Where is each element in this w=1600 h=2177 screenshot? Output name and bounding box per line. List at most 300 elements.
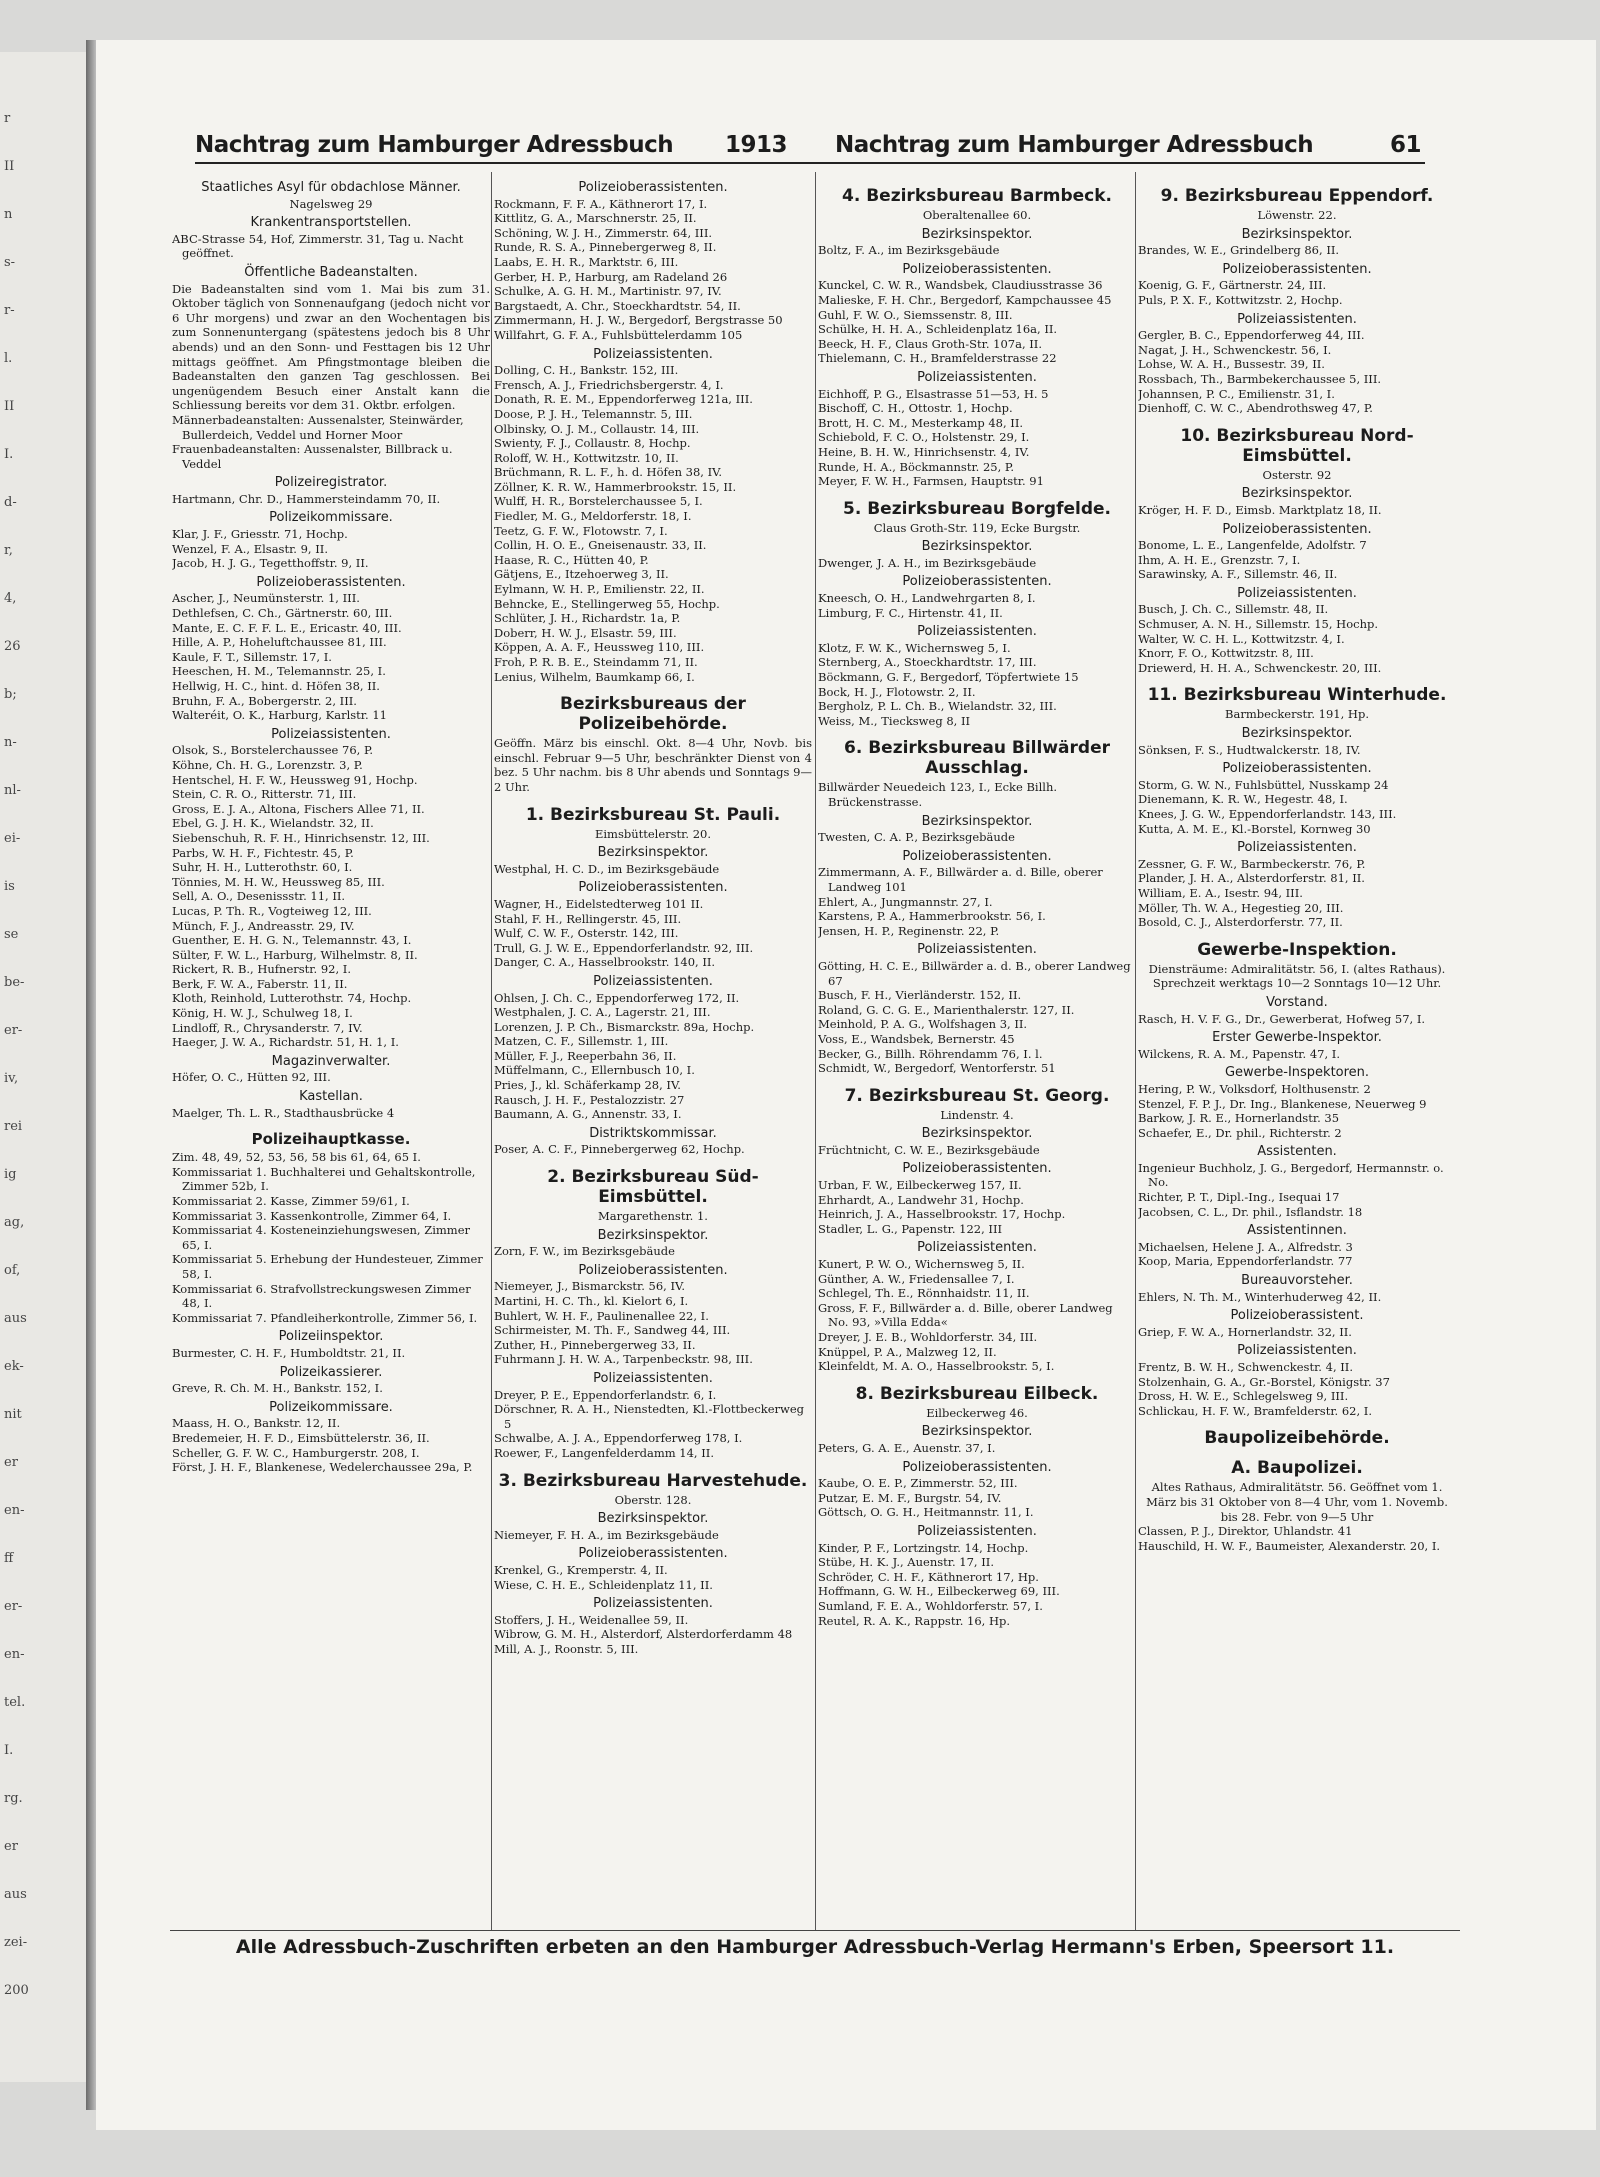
directory-entry: Walter, W. C. H. L., Kottwitzstr. 4, I.: [1138, 631, 1345, 646]
section-heading: Bezirksinspektor.: [597, 1227, 709, 1243]
directory-entry: Wulff, H. R., Borstelerchaussee 5, I.: [494, 494, 703, 509]
directory-entry: Laabs, E. H. R., Marktstr. 6, III.: [494, 254, 679, 269]
directory-entry: Heine, B. H. W., Hinrichsenstr. 4, IV.: [818, 444, 1030, 459]
book-gutter: [86, 40, 96, 2110]
directory-entry: Knorr, F. O., Kottwitzstr. 8, III.: [1138, 646, 1314, 661]
directory-entry: Rausch, J. H. F., Pestalozzistr. 27: [494, 1092, 685, 1107]
directory-entry: Frentz, B. W. H., Schwenckestr. 4, II.: [1138, 1360, 1353, 1374]
directory-entry: Guhl, F. W. O., Siemssenstr. 8, III.: [818, 307, 1013, 322]
column-rule: [815, 172, 816, 1930]
directory-entry: Schaefer, E., Dr. phil., Richterstr. 2: [1138, 1125, 1342, 1140]
directory-entry: Bargstaedt, A. Chr., Stoeckhardtstr. 54, II.: [494, 298, 741, 313]
directory-entry: Limburg, F. C., Hirtenstr. 41, II.: [818, 605, 1003, 620]
section-heading: Polizeioberassistenten.: [578, 880, 728, 896]
directory-entry: Stoffers, J. H., Weidenallee 59, II.: [494, 1612, 689, 1627]
section-heading: Polizeiassistenten.: [593, 1596, 713, 1612]
directory-entry: Hoffmann, G. W. H., Eilbeckerweg 69, III.: [818, 1584, 1060, 1599]
directory-entry: Günther, A. W., Friedensallee 7, I.: [818, 1271, 1015, 1286]
directory-entry: Voss, E., Wandsbek, Bernerstr. 45: [818, 1031, 1015, 1046]
directory-entry: Zorn, F. W., im Bezirksgebäude: [494, 1244, 675, 1259]
bureau-title: A. Baupolizei.: [1231, 1458, 1363, 1479]
previous-page-fragment: s-: [4, 255, 16, 270]
previous-page-fragment: en-: [4, 1647, 25, 1662]
directory-entry: Kommissariat 3. Kassenkontrolle, Zimmer 64, I.: [172, 1208, 452, 1223]
directory-entry: Brott, H. C. M., Mesterkamp 48, II.: [818, 415, 1024, 430]
directory-entry: Hauschild, H. W. F., Baumeister, Alexanderstr. 20, I.: [1138, 1538, 1441, 1553]
directory-entry: Ehlert, A., Jungmannstr. 27, I.: [818, 894, 993, 909]
directory-entry: Ebel, G. J. H. K., Wielandstr. 32, II.: [172, 816, 374, 831]
directory-entry: Bischoff, C. H., Ottostr. 1, Hochp.: [818, 401, 1013, 416]
address-line: Altes Rathaus, Admiralitätstr. 56. Geöffnet vom 1. März bis 31 Oktober von 8—4 Uhr, vom 1. Novemb. bis 28. Febr. von 9—5 Uhr: [1146, 1480, 1448, 1524]
section-heading: Polizeioberassistenten.: [578, 1546, 728, 1562]
directory-entry: Roland, G. C. G. E., Marienthalerstr. 127, II.: [818, 1002, 1075, 1017]
section-heading: Erster Gewerbe-Inspektor.: [1212, 1030, 1382, 1046]
directory-entry: Kunckel, C. W. R., Wandsbek, Claudiusstrasse 36: [818, 278, 1103, 293]
directory-entry: Burmester, C. H. F., Humboldtstr. 21, II.: [172, 1345, 406, 1360]
directory-entry: Rasch, H. V. F. G., Dr., Gewerberat, Hofweg 57, I.: [1138, 1011, 1426, 1026]
directory-entry: Stahl, F. H., Rellingerstr. 45, III.: [494, 911, 682, 926]
directory-entry: Ingenieur Buchholz, J. G., Bergedorf, Hermannstr. o. No.: [1138, 1160, 1444, 1190]
section-heading: Polizeiassistenten.: [917, 1523, 1037, 1539]
directory-entry: Dethlefsen, C. Ch., Gärtnerstr. 60, III.: [172, 606, 393, 621]
directory-entry: Kaule, F. T., Sillemstr. 17, I.: [172, 649, 332, 664]
previous-page-fragment: ff: [4, 1551, 14, 1566]
directory-entry: Michaelsen, Helene J. A., Alfredstr. 3: [1138, 1239, 1353, 1254]
directory-entry: Möller, Th. W. A., Hegestieg 20, III.: [1138, 900, 1344, 915]
section-heading: Bezirksinspektor.: [597, 845, 709, 861]
bureau-title: 10. Bezirksbureau Nord-Eimsbüttel.: [1180, 425, 1414, 466]
directory-entry: Wulf, C. W. F., Osterstr. 142, III.: [494, 926, 679, 941]
directory-entry: Frauenbadeanstalten: Aussenalster, Billbrack u. Veddel: [172, 442, 453, 471]
bureau-title: 9. Bezirksbureau Eppendorf.: [1160, 186, 1434, 206]
previous-page-fragment: er: [4, 1455, 18, 1470]
directory-entry: Rockmann, F. F. A., Käthnerort 17, I.: [494, 196, 708, 211]
previous-page-fragment: I.: [4, 447, 14, 462]
section-heading: Bezirksinspektor.: [921, 1126, 1033, 1142]
address-line: Löwenstr. 22.: [1257, 208, 1337, 222]
text-column-2: [494, 176, 812, 1926]
section-heading: Polizeioberassistenten.: [578, 180, 728, 195]
directory-entry: Urban, F. W., Eilbeckerweg 157, II.: [818, 1178, 1022, 1193]
section-heading: Polizeiassistenten.: [1237, 311, 1357, 327]
directory-entry: Köhne, Ch. H. G., Lorenzstr. 3, P.: [172, 757, 363, 772]
directory-entry: Sarawinsky, A. F., Sillemstr. 46, II.: [1138, 567, 1338, 582]
directory-entry: Gätjens, E., Itzehoerweg 3, II.: [494, 567, 669, 582]
directory-entry: Müller, F. J., Reeperbahn 36, II.: [494, 1048, 677, 1063]
directory-entry: Bosold, C. J., Alsterdorferstr. 77, II.: [1138, 915, 1343, 930]
directory-entry: Peters, G. A. E., Auenstr. 37, I.: [818, 1440, 996, 1455]
directory-entry: Ihm, A. H. E., Grenzstr. 7, I.: [1138, 552, 1301, 567]
section-heading: Polizeikommissare.: [269, 1399, 393, 1415]
directory-entry: Fiedler, M. G., Meldorferstr. 18, I.: [494, 509, 692, 524]
directory-entry: Danger, C. A., Hasselbrookstr. 140, II.: [494, 955, 716, 970]
header-left-title: Nachtrag zum Hamburger Adressbuch: [195, 132, 674, 158]
bureau-title: 6. Bezirksbureau Billwärder Ausschlag.: [844, 738, 1110, 779]
directory-entry: Walteréit, O. K., Harburg, Karlstr. 11: [172, 708, 387, 723]
directory-entry: Schlickau, H. F. W., Bramfelderstr. 62, I.: [1138, 1403, 1373, 1418]
section-heading: Vorstand.: [1266, 994, 1328, 1010]
directory-entry: Rossbach, Th., Barmbekerchaussee 5, III.: [1138, 371, 1382, 386]
directory-entry: Martini, H. C. Th., kl. Kielort 6, I.: [494, 1294, 689, 1308]
directory-entry: Koenig, G. F., Gärtnerstr. 24, III.: [1138, 278, 1327, 293]
previous-page-fragment: l.: [4, 351, 13, 366]
directory-entry: Schröder, C. H. F., Käthnerort 17, Hp.: [818, 1569, 1039, 1584]
section-heading: Assistenten.: [1257, 1144, 1337, 1160]
directory-entry: Lohse, W. A. H., Bussestr. 39, II.: [1138, 357, 1325, 372]
directory-entry: Wibrow, G. M. H., Alsterdorf, Alsterdorferdamm 48: [494, 1627, 793, 1642]
directory-entry: Swienty, F. J., Collaustr. 8, Hochp.: [494, 436, 691, 451]
previous-page-fragment: rei: [4, 1119, 23, 1134]
directory-entry: Mill, A. J., Roonstr. 5, III.: [494, 1641, 639, 1656]
directory-entry: Krenkel, G., Kremperstr. 4, II.: [494, 1562, 668, 1577]
directory-entry: Zessner, G. F. W., Barmbeckerstr. 76, P.: [1138, 856, 1366, 871]
address-line: Barmbeckerstr. 191, Hp.: [1225, 707, 1369, 722]
directory-entry: Matzen, C. F., Sillemstr. 1, III.: [494, 1034, 669, 1049]
directory-entry: Storm, G. W. N., Fuhlsbüttel, Nusskamp 24: [1138, 777, 1389, 792]
section-heading: Polizeiassistenten.: [593, 973, 713, 989]
section-heading: Polizeioberassistenten.: [902, 261, 1052, 277]
section-heading: Polizeioberassistenten.: [1222, 521, 1372, 537]
directory-entry: Zimmermann, A. F., Billwärder a. d. Bille, oberer Landweg 101: [818, 865, 1103, 894]
directory-entry: Kommissariat 6. Strafvollstreckungswesen Zimmer 48, I.: [172, 1281, 471, 1311]
address-line: Margarethenstr. 1.: [598, 1209, 708, 1224]
notice-paragraph: Geöffn. März bis einschl. Okt. 8—4 Uhr, Novb. bis einschl. Februar 9—5 Uhr, beschränkter Dienst von 4 bez. 5 Uhr nachm. bis 8 Uhr abends und Sonntags 9—2 Uhr.: [494, 736, 812, 794]
section-heading: Bureauvorsteher.: [1241, 1273, 1353, 1289]
previous-page-fragment: ei-: [4, 831, 21, 846]
directory-entry: Bredemeier, H. F. D., Eimsbüttelerstr. 36, II.: [172, 1430, 430, 1445]
directory-entry: Niemeyer, F. H. A., im Bezirksgebäude: [494, 1527, 719, 1542]
section-heading: Polizeiinspektor.: [278, 1329, 384, 1345]
directory-entry: Lucas, P. Th. R., Vogteiweg 12, III.: [172, 903, 372, 918]
section-heading: Polizeiassistenten.: [1237, 1343, 1357, 1359]
directory-entry: Dienhoff, C. W. C., Abendrothsweg 47, P.: [1138, 401, 1373, 416]
directory-entry: Busch, F. H., Vierländerstr. 152, II.: [818, 988, 1022, 1003]
section-heading: Distriktskommissar.: [589, 1125, 717, 1141]
directory-entry: Billwärder Neuedeich 123, I., Ecke Billh. Brückenstrasse.: [818, 780, 1058, 809]
previous-page-fragment: 4,: [4, 591, 17, 606]
address-line: Eilbeckerweg 46.: [926, 1405, 1028, 1420]
address-line: Oberstr. 128.: [614, 1492, 692, 1507]
directory-entry: Behncke, E., Stellingerweg 55, Hochp.: [494, 596, 720, 611]
directory-entry: Kommissariat 5. Erhebung der Hundesteuer, Zimmer 58, I.: [172, 1252, 483, 1281]
directory-entry: Rickert, R. B., Hufnerstr. 92, I.: [172, 962, 351, 977]
directory-entry: Lenius, Wilhelm, Baumkamp 66, I.: [494, 669, 695, 684]
directory-entry: Mante, E. C. F. F. L. E., Ericastr. 40, III.: [172, 620, 402, 635]
directory-entry: Roewer, F., Langenfelderdamm 14, II.: [494, 1445, 714, 1460]
directory-entry: Kloth, Reinhold, Lutterothstr. 74, Hochp.: [172, 991, 412, 1006]
previous-page-fragment: I.: [4, 1743, 14, 1758]
directory-entry: Teetz, G. F. W., Flotowstr. 7, I.: [494, 523, 668, 538]
directory-entry: Baumann, A. G., Annenstr. 33, I.: [494, 1107, 682, 1122]
directory-entry: Kommissariat 7. Pfandleiherkontrolle, Zimmer 56, I.: [172, 1310, 478, 1325]
directory-entry: Stadler, L. G., Papenstr. 122, III: [818, 1221, 1003, 1236]
directory-entry: Eylmann, W. H. P., Emilienstr. 22, II.: [494, 582, 705, 597]
directory-entry: Runde, H. A., Böckmannstr. 25, P.: [818, 459, 1014, 474]
previous-page-fragment: r: [4, 111, 11, 126]
previous-page-fragment: r-: [4, 303, 15, 318]
section-heading: Polizeioberassistenten.: [1222, 261, 1372, 277]
section-heading: Magazinverwalter.: [271, 1053, 391, 1069]
bureau-title: 5. Bezirksbureau Borgfelde.: [843, 498, 1111, 519]
previous-page-fragment: er-: [4, 1599, 23, 1614]
directory-entry: Jacob, H. J. G., Tegetthoffstr. 9, II.: [172, 556, 369, 571]
directory-entry: Kleinfeldt, M. A. O., Hasselbrookstr. 5, I.: [818, 1359, 1055, 1374]
directory-entry: Dwenger, J. A. H., im Bezirksgebäude: [818, 555, 1037, 570]
previous-page-fragment: tel.: [4, 1695, 26, 1710]
section-heading: Bezirksinspektor.: [921, 539, 1033, 555]
directory-entry: Roloff, W. H., Kottwitzstr. 10, II.: [494, 450, 679, 465]
directory-entry: Kaube, O. E. P., Zimmerstr. 52, III.: [818, 1476, 1018, 1491]
section-heading: Polizeioberassistenten.: [578, 1262, 728, 1278]
directory-entry: Klotz, F. W. K., Wichernsweg 5, I.: [818, 640, 1011, 655]
directory-entry: Busch, J. Ch. C., Sillemstr. 48, II.: [1138, 602, 1329, 617]
section-heading: Bezirksinspektor.: [1241, 486, 1353, 502]
directory-entry: Kneesch, O. H., Landwehrgarten 8, I.: [818, 591, 1036, 606]
directory-entry: Zim. 48, 49, 52, 53, 56, 58 bis 61, 64, 65 I.: [172, 1150, 421, 1165]
section-heading: Polizeiassistenten.: [917, 624, 1037, 640]
directory-entry: Jensen, H. P., Reginenstr. 22, P.: [818, 923, 1000, 938]
directory-entry: Gergler, B. C., Eppendorferweg 44, III.: [1138, 328, 1365, 343]
directory-entry: Schlegel, Th. E., Rönnhaidstr. 11, II.: [818, 1286, 1030, 1301]
directory-entry: Jacobsen, C. L., Dr. phil., Isflandstr. 18: [1138, 1204, 1363, 1219]
previous-page-fragment: 26: [4, 639, 21, 654]
previous-page-fragment: ig: [4, 1167, 17, 1182]
section-heading: Krankentransportstellen.: [250, 215, 412, 231]
directory-entry: Gerber, H. P., Harburg, am Radeland 26: [494, 269, 728, 284]
directory-entry: Bruhn, F. A., Bobergerstr. 2, III.: [172, 693, 357, 708]
address-line: Lindenstr. 4.: [940, 1107, 1014, 1122]
directory-entry: Schulke, A. G. H. M., Martinistr. 97, IV.: [494, 284, 722, 299]
previous-page-fragment: iv,: [4, 1071, 19, 1086]
directory-entry: Doberr, H. W. J., Elsastr. 59, III.: [494, 625, 677, 640]
directory-entry: Collin, H. O. E., Gneisenaustr. 33, II.: [494, 538, 707, 553]
section-heading: Polizeiregistrator.: [274, 475, 388, 491]
directory-entry: Kommissariat 4. Kosteneinziehungswesen, Zimmer 65, I.: [172, 1223, 471, 1252]
directory-entry: Sell, A. O., Desenissstr. 11, II.: [172, 889, 346, 904]
directory-entry: Schmidt, W., Bergedorf, Wentorferstr. 51: [818, 1061, 1056, 1076]
directory-entry: Hering, P. W., Volksdorf, Holthusenstr. 2: [1138, 1081, 1371, 1096]
section-heading: Bezirksinspektor.: [921, 813, 1033, 829]
directory-entry: Driewerd, H. H. A., Schwenckestr. 20, III.: [1138, 660, 1382, 675]
directory-entry: Köppen, A. A. F., Heussweg 110, III.: [494, 640, 705, 655]
directory-entry: Höfer, O. C., Hütten 92, III.: [172, 1070, 331, 1085]
bureau-title: 2. Bezirksbureau Süd-Eimsbüttel.: [547, 1167, 759, 1208]
directory-entry: Wiese, C. H. E., Schleidenplatz 11, II.: [494, 1577, 713, 1592]
directory-entry: Nagat, J. H., Schwenckestr. 56, I.: [1138, 342, 1332, 357]
directory-entry: Dienemann, K. R. W., Hegestr. 48, I.: [1138, 792, 1348, 807]
directory-entry: Kommissariat 2. Kasse, Zimmer 59/61, I.: [172, 1194, 410, 1208]
directory-entry: Karstens, P. A., Hammerbrookstr. 56, I.: [818, 909, 1046, 924]
directory-entry: Dreyer, J. E. B., Wohldorferstr. 34, III.: [818, 1330, 1038, 1344]
directory-entry: Stein, C. R. O., Ritterstr. 71, III.: [172, 787, 357, 802]
previous-page-fragment: nit: [4, 1407, 22, 1422]
directory-entry: Müffelmann, C., Ellernbusch 10, I.: [494, 1063, 695, 1078]
directory-entry: Dolling, C. H., Bankstr. 152, III.: [494, 363, 679, 378]
previous-page-fragment: zei-: [4, 1935, 28, 1950]
directory-entry: Donath, R. E. M., Eppendorferweg 121a, III.: [494, 392, 753, 407]
section-heading: Kastellan.: [299, 1089, 363, 1105]
directory-entry: Gross, F. F., Billwärder a. d. Bille, oberer Landweg No. 93, »Villa Edda«: [818, 1300, 1113, 1330]
previous-page-fragment: se: [4, 927, 19, 942]
previous-page-fragment: ek-: [4, 1359, 24, 1374]
running-header: [195, 128, 1425, 164]
directory-entry: Stolzenhain, G. A., Gr.-Borstel, Königstr. 37: [1138, 1374, 1390, 1389]
directory-entry: Scheller, G. F. W. C., Hamburgerstr. 208, I.: [172, 1445, 420, 1460]
address-line: Nagelsweg 29: [289, 196, 373, 211]
directory-entry: Thielemann, C. H., Bramfelderstrasse 22: [818, 351, 1057, 366]
directory-entry: Göttsch, O. G. H., Heitmannstr. 11, I.: [818, 1505, 1034, 1520]
directory-entry: Schiebold, F. C. O., Holstenstr. 29, I.: [818, 430, 1030, 445]
previous-page-fragment: rg.: [4, 1791, 23, 1806]
directory-entry: Hellwig, H. C., hint. d. Höfen 38, II.: [172, 679, 380, 693]
directory-entry: Klar, J. F., Griesstr. 71, Hochp.: [172, 527, 348, 542]
directory-entry: Männerbadeanstalten: Aussenalster, Steinwärder, Bullerdeich, Veddel und Horner Moor: [172, 412, 464, 442]
bureau-title: 11. Bezirksbureau Winterhude.: [1147, 685, 1447, 706]
previous-page-fragment: ag,: [4, 1215, 25, 1230]
directory-entry: Kutta, A. M. E., Kl.-Borstel, Kornweg 30: [1138, 821, 1371, 836]
directory-entry: Kommissariat 1. Buchhalterei und Gehaltskontrolle, Zimmer 52b, I.: [172, 1164, 476, 1194]
section-heading: Polizeiassistenten.: [593, 1370, 713, 1386]
directory-entry: Sönksen, F. S., Hudtwalckerstr. 18, IV.: [1138, 742, 1361, 757]
directory-entry: Froh, P. R. B. E., Steindamm 71, II.: [494, 655, 698, 669]
bureau-title: Baupolizeibehörde.: [1204, 1428, 1390, 1449]
directory-entry: Dross, H. W. E., Schlegelsweg 9, III.: [1138, 1389, 1349, 1404]
directory-entry: Berk, F. W. A., Faberstr. 11, II.: [172, 976, 348, 991]
text-column-3: [818, 176, 1136, 1926]
address-line: Diensträume: Admiralitätstr. 56, I. (altes Rathaus). Sprechzeit werktags 10—2 Sonntags 10—12 Uhr.: [1148, 961, 1446, 991]
directory-entry: Siebenschuh, R. F. H., Hinrichsenstr. 12, III.: [172, 830, 430, 845]
section-heading: Polizeioberassistenten.: [902, 848, 1052, 864]
previous-page-fragment: aus: [4, 1887, 27, 1902]
directory-entry: Böckmann, G. F., Bergedorf, Töpfertwiete 15: [818, 670, 1079, 685]
previous-page-fragment: nl-: [4, 783, 21, 798]
directory-entry: Ohlsen, J. Ch. C., Eppendorferweg 172, II.: [494, 990, 740, 1005]
directory-entry: Schirmeister, M. Th. F., Sandweg 44, III.: [494, 1323, 731, 1338]
directory-entry: Hartmann, Chr. D., Hammersteindamm 70, II.: [172, 491, 441, 506]
directory-entry: Johannsen, P. C., Emilienstr. 31, I.: [1138, 386, 1335, 401]
directory-entry: Poser, A. C. F., Pinnebergerweg 62, Hochp.: [494, 1142, 745, 1157]
section-heading: Polizeioberassistenten.: [902, 1161, 1052, 1177]
directory-entry: Barkow, J. R. E., Hornerlandstr. 35: [1138, 1111, 1340, 1126]
directory-entry: Eichhoff, P. G., Elsastrasse 51—53, H. 5: [818, 386, 1049, 401]
directory-entry: Koop, Maria, Eppendorferlandstr. 77: [1138, 1254, 1353, 1269]
directory-entry: Schmuser, A. N. H., Sillemstr. 15, Hochp.: [1138, 617, 1378, 632]
directory-entry: Maelger, Th. L. R., Stadthausbrücke 4: [172, 1105, 395, 1120]
section-heading: Bezirksinspektor.: [1241, 226, 1353, 242]
section-heading: Bezirksinspektor.: [921, 1424, 1033, 1440]
section-heading: Polizeiassistenten.: [593, 346, 713, 362]
previous-page-fragment: en-: [4, 1503, 25, 1518]
directory-entry: ABC-Strasse 54, Hof, Zimmerstr. 31, Tag u. Nacht geöffnet.: [172, 231, 464, 261]
directory-entry: Zuther, H., Pinnebergerweg 33, II.: [494, 1337, 696, 1352]
section-heading: Bezirksinspektor.: [597, 1511, 709, 1527]
directory-entry: Tönnies, M. H. W., Heussweg 85, III.: [172, 874, 385, 889]
directory-entry: Lindloff, R., Chrysanderstr. 7, IV.: [172, 1020, 363, 1035]
bureau-title: 7. Bezirksbureau St. Georg.: [844, 1085, 1110, 1106]
section-heading: Polizeioberassistenten.: [256, 574, 406, 590]
directory-entry: Niemeyer, J., Bismarckstr. 56, IV.: [494, 1279, 685, 1294]
directory-entry: Weiss, M., Tiecksweg 8, II: [818, 713, 971, 728]
column-rule: [491, 172, 492, 1930]
bureau-title: Gewerbe-Inspektion.: [1197, 939, 1397, 960]
directory-entry: Frensch, A. J., Friedrichsbergerstr. 4, I.: [494, 377, 724, 392]
section-heading: Gewerbe-Inspektoren.: [1224, 1065, 1370, 1081]
directory-entry: Hentschel, H. F. W., Heussweg 91, Hochp.: [172, 772, 418, 787]
directory-entry: Sumland, F. E. A., Wohldorferstr. 57, I.: [818, 1598, 1043, 1613]
directory-entry: Schlüter, J. H., Richardstr. 1a, P.: [494, 611, 681, 626]
directory-entry: Putzar, E. M. F., Burgstr. 54, IV.: [818, 1490, 1002, 1505]
previous-page-fragment: er: [4, 1839, 18, 1854]
directory-entry: Ehlers, N. Th. M., Winterhuderweg 42, II.: [1138, 1289, 1382, 1304]
directory-entry: Zöllner, K. R. W., Hammerbrookstr. 15, II.: [494, 479, 737, 494]
directory-entry: Lorenzen, J. P. Ch., Bismarckstr. 89a, Hochp.: [494, 1019, 755, 1034]
directory-entry: Parbs, W. H. F., Fichtestr. 45, P.: [172, 845, 354, 860]
directory-entry: Sternberg, A., Stoeckhardtstr. 17, III.: [818, 655, 1037, 670]
directory-entry: Beeck, H. F., Claus Groth-Str. 107a, II.: [818, 336, 1042, 351]
directory-entry: Schülke, H. H. A., Schleidenplatz 16a, II.: [818, 322, 1058, 337]
section-heading: Polizeiassistenten.: [1237, 840, 1357, 856]
directory-entry: Runde, R. S. A., Pinnebergerweg 8, II.: [494, 240, 717, 255]
notice-paragraph: Die Badeanstalten sind vom 1. Mai bis zum 31. Oktober täglich von Sonnenaufgang (jedoch nicht vor 6 Uhr morgens) und zwar an den Wochentagen bis zum Sonnenuntergang (spätestens jedoch bis 8 Uhr abends) und an den Sonn- und Festtagen bis 12 Uhr mittags geöffnet. Am Pfingstmontage bleiben die Badeanstalten den ganzen Tag geschlossen. Bei ungenügendem Besuch einer Anstalt kann die Schliessung bereits vor dem 31. Oktbr. erfolgen.: [172, 281, 490, 413]
directory-entry: Meinhold, P. A. G., Wolfshagen 3, II.: [818, 1017, 1028, 1032]
address-line: Eimsbüttelerstr. 20.: [594, 826, 712, 841]
directory-entry: Puls, P. X. F., Kottwitzstr. 2, Hochp.: [1138, 292, 1343, 307]
directory-entry: William, E. A., Isestr. 94, III.: [1138, 885, 1303, 900]
directory-entry: Gross, E. J. A., Altona, Fischers Allee 71, II.: [172, 801, 425, 816]
directory-entry: Bergholz, P. L. Ch. B., Wielandstr. 32, III.: [818, 699, 1057, 714]
directory-entry: Früchtnicht, C. W. E., Bezirksgebäude: [818, 1142, 1040, 1157]
directory-entry: Wenzel, F. A., Elsastr. 9, II.: [172, 541, 328, 556]
directory-entry: Kunert, P. W. O., Wichernsweg 5, II.: [818, 1257, 1025, 1272]
previous-page-fragment: of,: [4, 1263, 21, 1278]
previous-page-edge: [0, 52, 88, 2082]
directory-entry: Kinder, P. F., Lortzingstr. 14, Hochp.: [818, 1540, 1029, 1555]
section-heading: Polizeikassierer.: [279, 1364, 383, 1380]
address-line: Osterstr. 92: [1262, 467, 1332, 482]
directory-entry: Twesten, C. A. P., Bezirksgebäude: [818, 830, 1015, 845]
directory-entry: Olsok, S., Borstelerchaussee 76, P.: [172, 743, 374, 758]
header-year: 1913: [725, 132, 788, 158]
directory-entry: Kröger, H. F. D., Eimsb. Marktplatz 18, II.: [1138, 502, 1382, 517]
directory-entry: Knees, J. G. W., Eppendorferlandstr. 143, III.: [1138, 807, 1397, 821]
directory-entry: Heeschen, H. M., Telemannstr. 25, I.: [172, 664, 386, 679]
directory-entry: Brüchmann, R. L. F., h. d. Höfen 38, IV.: [494, 465, 723, 480]
directory-entry: Classen, P. J., Direktor, Uhlandstr. 41: [1138, 1524, 1353, 1539]
directory-entry: Greve, R. Ch. M. H., Bankstr. 152, I.: [172, 1381, 383, 1396]
section-heading: Bezirksinspektor.: [921, 226, 1033, 242]
header-right-title: Nachtrag zum Hamburger Adressbuch: [835, 132, 1314, 158]
bureau-title: 8. Bezirksbureau Eilbeck.: [855, 1383, 1099, 1404]
previous-page-fragment: n-: [4, 735, 17, 750]
footer-rule: [170, 1930, 1460, 1931]
previous-page-fragment: II: [4, 399, 15, 414]
directory-entry: Boltz, F. A., im Bezirksgebäude: [818, 243, 1000, 258]
directory-entry: Willfahrt, G. F. A., Fuhlsbüttelerdamm 105: [494, 327, 743, 342]
publisher-footer: Alle Adressbuch-Zuschriften erbeten an den Hamburger Adressbuch-Verlag Hermann's Erben, Speersort 11.: [235, 1936, 1395, 1958]
previous-page-fragment: be-: [4, 975, 25, 990]
directory-entry: Richter, P. T., Dipl.-Ing., Isequai 17: [1138, 1190, 1340, 1205]
directory-entry: Heinrich, J. A., Hasselbrookstr. 17, Hochp.: [818, 1207, 1066, 1222]
text-column-4: [1138, 176, 1456, 1926]
page-number: 61: [1390, 132, 1422, 158]
directory-entry: Wagner, H., Eidelstedterweg 101 II.: [494, 896, 704, 911]
section-heading: Polizeiassistenten.: [917, 1240, 1037, 1256]
section-heading: Bezirksinspektor.: [1241, 726, 1353, 742]
directory-entry: Stübe, H. K. J., Auenstr. 17, II.: [818, 1555, 994, 1570]
previous-page-fragment: n: [4, 207, 13, 222]
directory-entry: König, H. W. J., Schulweg 18, I.: [172, 1006, 353, 1021]
previous-page-fragment: d-: [4, 495, 17, 510]
